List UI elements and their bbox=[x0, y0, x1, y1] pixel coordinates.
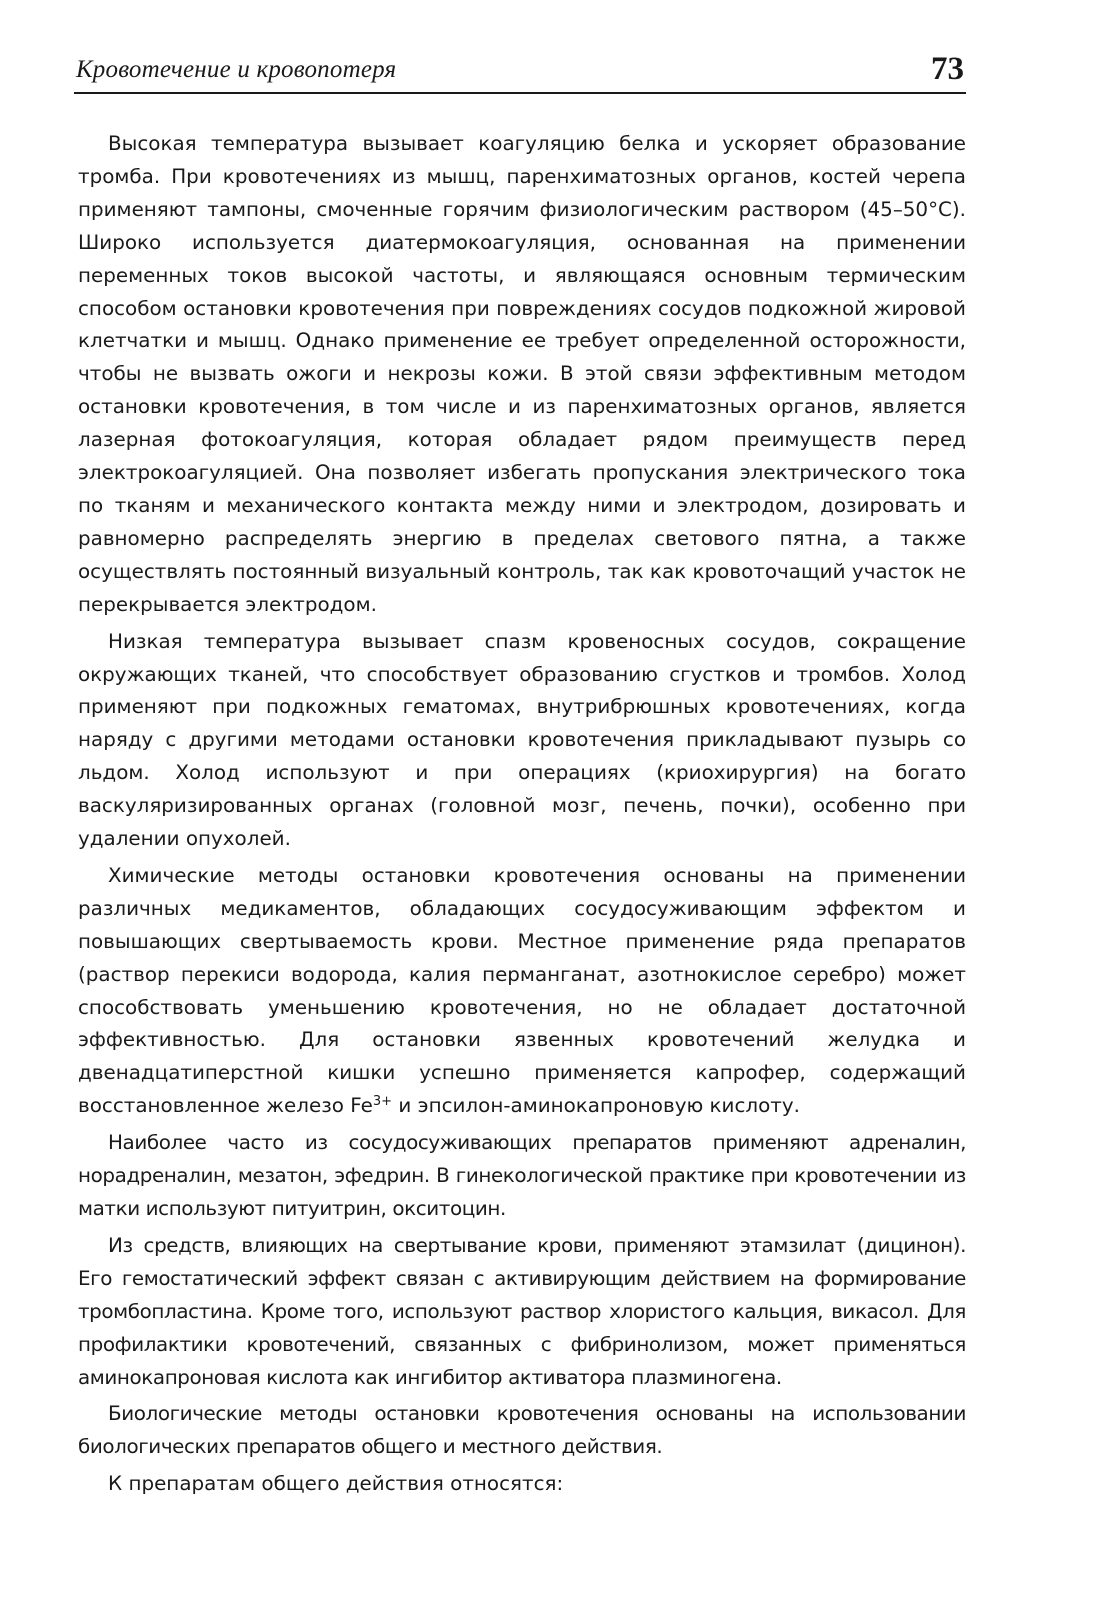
paragraph-chemical-methods bbox=[78, 860, 966, 1123]
page-header bbox=[74, 42, 966, 94]
chemical-methods-text: Химические методы остановки кровотечения основаны на применении различных медикаментов, обладающих сосудосуживающим эффектом и повышающих свертываемость крови. Местное применение ряда препаратов (раствор перекиси водорода, калия перманганат, азотнокислое серебро) может способствовать уменьшению кровотечения, но не обладает достаточной эффективностью. Для остановки язвенных кровотечений желудка и двенадцатиперстной кишки успешно применяется капрофер, содержащий восстановленное железо Fe bbox=[78, 863, 966, 1118]
body-text bbox=[78, 128, 966, 1501]
page-number: 73 bbox=[931, 51, 964, 87]
paragraph-coagulation-agents: Из средств, влияющих на свертывание крови, применяют этамзилат (дицинон). Его гемостатический эффект связан с активирующим действием на формирование тромбопластина. Кроме того, используют раствор хлористого кальция, викасол. Для профилактики кровотечений, связанных с фибринолизом, может применяться аминокапроновая кислота как ингибитор активатора плазминогена. bbox=[78, 1233, 966, 1389]
iron-charge-superscript: 3+ bbox=[372, 1094, 393, 1110]
chemical-methods-text-end: и эпсилон-аминокапроновую кислоту. bbox=[392, 1094, 800, 1118]
paragraph-thermal-methods: Высокая температура вызывает коагуляцию белка и ускоряет образование тромба. При кровотечениях из мышц, паренхиматозных органов, костей черепа применяют тампоны, смоченные горячим физиологическим раствором (45–50°С). Широко используется диатермокоагуляция, основанная на применении переменных токов высокой частоты, и являющаяся основным термическим способом остановки кровотечения при повреждениях сосудов подкожной жировой клетчатки и мышц. Однако применение ее требует определенной осторожности, чтобы не вызвать ожоги и некрозы кожи. В этой связи эффективным методом остановки кровотечения, в том числе и из паренхиматозных органов, является лазерная фотокоагуляция, которая обладает рядом преимуществ перед электрокоагуляцией. Она позволяет избегать пропускания электрического тока по тканям и механического контакта между ними и электродом, дозировать и равномерно распределять энергию в пределах светового пятна, а также осуществлять постоянный визуальный контроль, так как кровоточащий участок не перекрывается электродом. bbox=[78, 132, 966, 616]
paragraph-general-action-intro: К препаратам общего действия относятся: bbox=[108, 1472, 564, 1496]
paragraph-biological-methods: Биологические методы остановки кровотечения основаны на использовании биологических препаратов общего и местного действия. bbox=[78, 1402, 966, 1459]
paragraph-vasoconstrictors: Наиболее часто из сосудосуживающих препаратов применяют адреналин, норадреналин, мезатон, эфедрин. В гинекологической практике при кровотечении из матки используют питуитрин, окситоцин. bbox=[78, 1131, 966, 1220]
running-title: Кровотечение и кровопотеря bbox=[76, 56, 397, 83]
paragraph-cold-methods: Низкая температура вызывает спазм кровеносных сосудов, сокращение окружающих тканей, что способствует образованию сгустков и тромбов. Холод применяют при подкожных гематомах, внутрибрюшных кровотечениях, когда наряду с другими методами остановки кровотечения прикладывают пузырь со льдом. Холод используют и при операциях (криохирургия) на богато васкуляризированных органах (головной мозг, печень, почки), особенно при удалении опухолей. bbox=[78, 629, 966, 851]
